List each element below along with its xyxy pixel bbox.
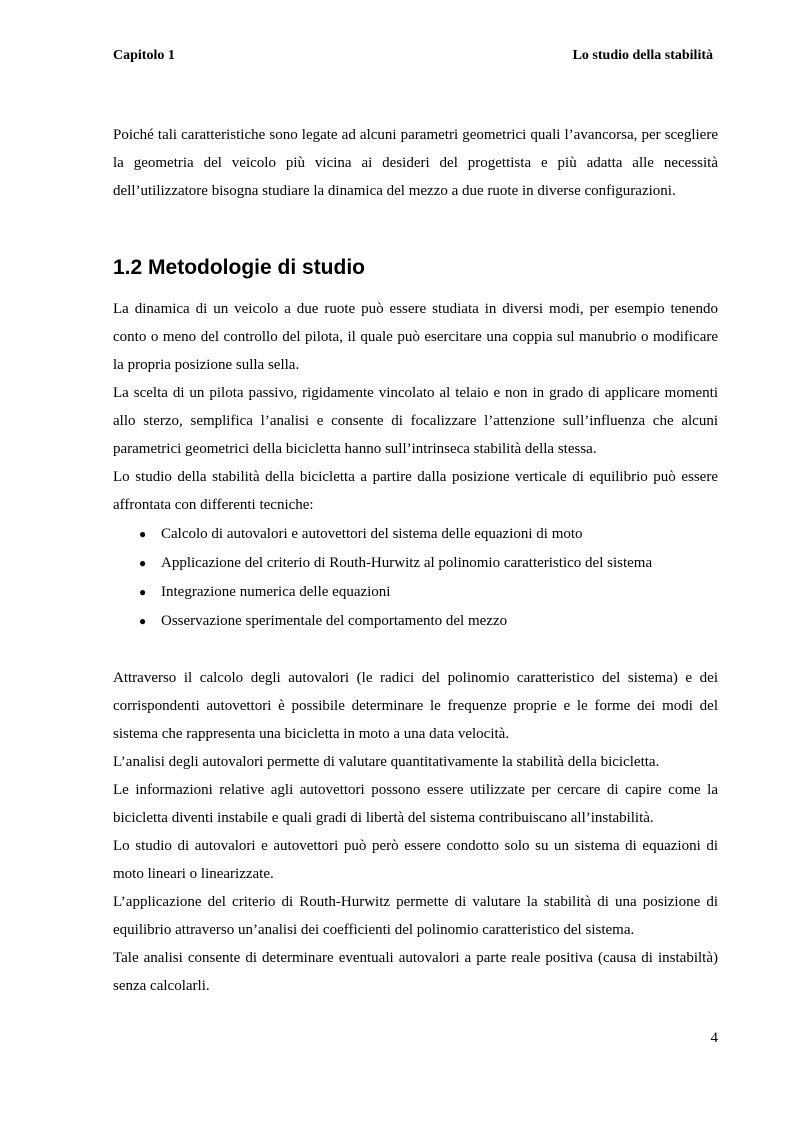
list-item	[113, 549, 718, 578]
chapter-label: Capitolo 1	[113, 48, 175, 63]
bullet-icon: ●	[139, 614, 147, 628]
bullet-icon: ●	[139, 556, 147, 570]
paragraph: Tale analisi consente di determinare eventuali autovalori a parte reale positiva (causa di instabiltà) senza calcolarli.	[113, 950, 718, 994]
list-item-text: Integrazione numerica delle equazioni	[161, 584, 391, 600]
paragraph: Lo studio della stabilità della bicicletta a partire dalla posizione verticale di equilibrio può essere affrontata con differenti tecniche:	[113, 469, 718, 513]
list-item-text: Osservazione sperimentale del comportamento del mezzo	[161, 613, 508, 629]
intro-paragraph: Poiché tali caratteristiche sono legate ad alcuni parametri geometrici quali l’avancorsa, per scegliere la geometria del veicolo più vicina ai desideri del progettista e più adatta alle necessità dell’utilizzatore bisogna studiare la dinamica del mezzo a due ruote in diverse configurazioni.	[113, 127, 718, 199]
paragraph-spacer	[113, 636, 718, 664]
section-heading: 1.2 Metodologie di studio	[113, 256, 365, 279]
bullet-icon: ●	[139, 585, 147, 599]
section-title-label: Lo studio della stabilità	[572, 48, 713, 63]
paragraph: L’applicazione del criterio di Routh-Hurwitz permette di valutare la stabilità di una posizione di equilibrio attraverso un’analisi dei coefficienti del polinomio caratteristico del sistema.	[113, 894, 718, 938]
list-item	[113, 520, 718, 549]
list-item	[113, 578, 718, 607]
paragraph: Lo studio di autovalori e autovettori può però essere condotto solo su un sistema di equazioni di moto lineari o linearizzate.	[113, 838, 718, 882]
list-item	[113, 607, 718, 636]
page-content	[113, 121, 718, 1000]
bullet-icon: ●	[139, 527, 147, 541]
page-header	[113, 48, 713, 68]
page-number: 4	[710, 1030, 718, 1046]
paragraph: La dinamica di un veicolo a due ruote può essere studiata in diversi modi, per esempio tenendo conto o meno del controllo del pilota, il quale può esercitare una coppia sul manubrio o modificare la propria posizione sulla sella.	[113, 301, 718, 373]
techniques-list	[113, 520, 718, 636]
paragraph: Attraverso il calcolo degli autovalori (le radici del polinomio caratteristico del sistema) e dei corrispondenti autovettori è possibile determinare le frequenze proprie e le forme dei modi del sistema che rappresenta una bicicletta in moto a una data velocità.	[113, 670, 718, 742]
list-item-text: Applicazione del criterio di Routh-Hurwitz al polinomio caratteristico del sistema	[161, 555, 653, 571]
paragraph: Le informazioni relative agli autovettori possono essere utilizzate per cercare di capire come la bicicletta diventi instabile e quali gradi di libertà del sistema contribuiscano all’instabilità.	[113, 782, 718, 826]
paragraph: La scelta di un pilota passivo, rigidamente vincolato al telaio e non in grado di applicare momenti allo sterzo, semplifica l’analisi e consente di focalizzare l’attenzione sull’influenza che alcuni parametrici geometrici della bicicletta hanno sull’intrinseca stabilità della stessa.	[113, 385, 718, 457]
list-item-text: Calcolo di autovalori e autovettori del sistema delle equazioni di moto	[161, 526, 583, 542]
paragraph: L’analisi degli autovalori permette di valutare quantitativamente la stabilità della bicicletta.	[113, 754, 660, 770]
